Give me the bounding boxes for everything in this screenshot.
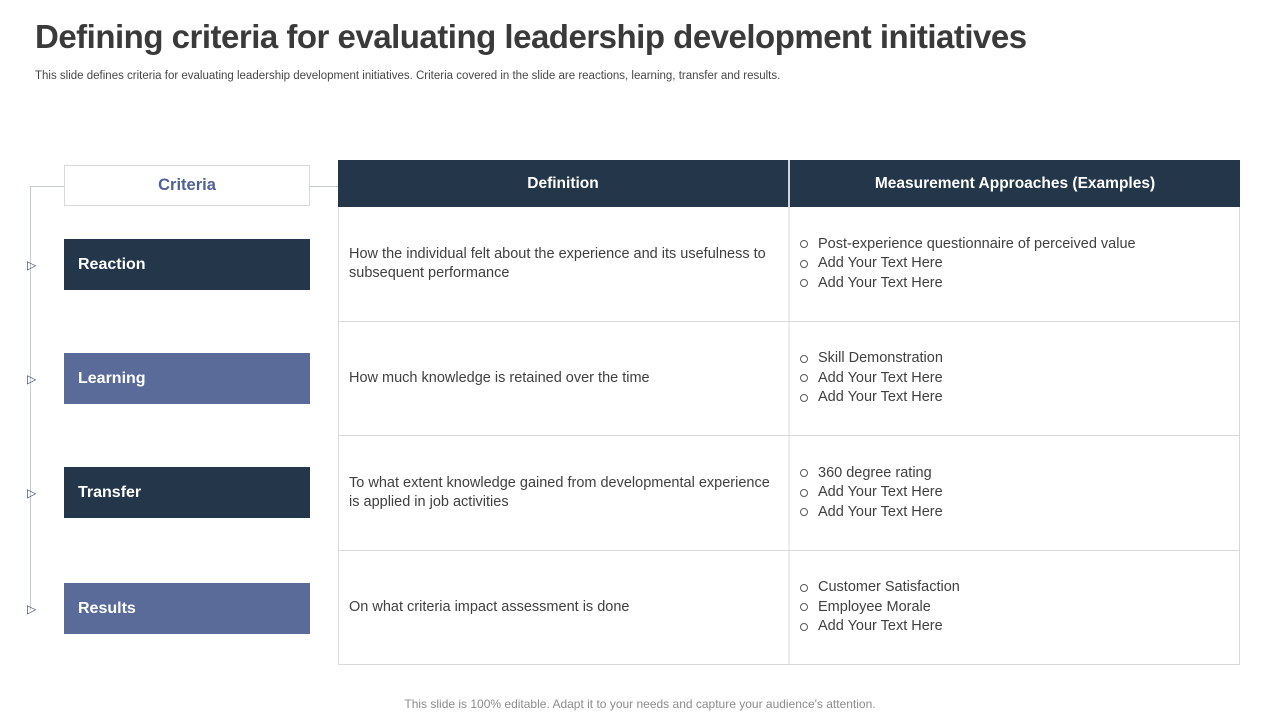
circle-bullet-icon [800, 279, 808, 287]
circle-bullet-icon [800, 584, 808, 592]
measurement-list [800, 464, 943, 523]
criteria-header-label: Criteria [158, 176, 216, 194]
definition-text: On what criteria impact assessment is done [349, 598, 630, 615]
circle-bullet-icon [800, 394, 808, 402]
triangle-pointer-icon: ▷ [27, 486, 37, 500]
table-header-row [338, 160, 1240, 207]
definition-text: How much knowledge is retained over the time [349, 369, 650, 386]
list-item [800, 578, 960, 598]
list-item [800, 617, 960, 637]
list-item [800, 254, 1136, 274]
list-item [800, 235, 1136, 255]
measurement-text: Add Your Text Here [818, 484, 943, 500]
criteria-item-learning [64, 353, 310, 404]
triangle-pointer-icon: ▷ [27, 258, 37, 272]
definition-cell [339, 551, 790, 665]
criteria-item-results [64, 583, 310, 634]
circle-bullet-icon [800, 240, 808, 248]
measurement-text: Add Your Text Here [818, 274, 943, 291]
triangle-pointer-icon: ▷ [27, 602, 37, 616]
list-item [800, 464, 943, 484]
circle-bullet-icon [800, 355, 808, 363]
criteria-item-label: Learning [78, 369, 146, 387]
table-row-results [339, 551, 1239, 666]
list-item [800, 349, 943, 369]
measurement-list [800, 235, 1136, 294]
measurement-text: Post-experience questionnaire of perceived value [818, 235, 1136, 252]
measurement-text: Add Your Text Here [818, 503, 943, 520]
circle-bullet-icon [800, 374, 808, 382]
definition-cell [339, 207, 790, 321]
measurement-text: Add Your Text Here [818, 369, 943, 386]
list-item [800, 369, 943, 389]
list-item [800, 598, 960, 618]
criteria-item-reaction [64, 239, 310, 290]
circle-bullet-icon [800, 508, 808, 516]
column-header-measurement-approaches: Measurement Approaches (Examples) [790, 160, 1240, 207]
slide-subtitle: This slide defines criteria for evaluating leadership development initiatives. Criteria covered in the slide are reactions, learning, transfer and results. [35, 70, 781, 82]
measurement-text: Skill Demonstration [818, 350, 943, 366]
measurement-text: Add Your Text Here [818, 255, 943, 271]
criteria-item-label: Results [78, 599, 136, 617]
measurement-list [800, 578, 960, 637]
criteria-item-label: Reaction [78, 255, 146, 273]
measurement-text: Employee Morale [818, 598, 931, 615]
column-header-definition: Definition [338, 160, 790, 207]
measurement-list [800, 349, 943, 408]
measurement-text: Add Your Text Here [818, 618, 943, 634]
list-item [800, 388, 943, 408]
definition-text: How the individual felt about the experience and its usefulness to subsequent performance [349, 245, 766, 281]
definition-cell [339, 436, 790, 550]
connector-line-to-table [310, 186, 338, 187]
table-row-reaction [339, 207, 1239, 322]
triangle-pointer-icon: ▷ [27, 372, 37, 386]
table-body [338, 207, 1240, 665]
connector-line-vertical [30, 186, 31, 610]
list-item [800, 483, 943, 503]
measurement-cell [790, 207, 1239, 321]
circle-bullet-icon [800, 489, 808, 497]
circle-bullet-icon [800, 623, 808, 631]
criteria-column-header [64, 165, 310, 206]
measurement-cell [790, 436, 1239, 550]
table-row-learning [339, 322, 1239, 437]
list-item [800, 503, 943, 523]
criteria-table [338, 160, 1240, 665]
measurement-text: 360 degree rating [818, 464, 932, 481]
page-title: Defining criteria for evaluating leadership development initiatives [35, 18, 1027, 55]
criteria-item-transfer [64, 467, 310, 518]
circle-bullet-icon [800, 260, 808, 268]
slide-footer-note: This slide is 100% editable. Adapt it to your needs and capture your audience's attention. [404, 697, 876, 711]
definition-cell [339, 322, 790, 436]
criteria-item-label: Transfer [78, 483, 142, 501]
table-row-transfer [339, 436, 1239, 551]
list-item [800, 274, 1136, 294]
connector-line-to-criteria-header [30, 186, 64, 187]
measurement-cell [790, 322, 1239, 436]
measurement-text: Customer Satisfaction [818, 579, 960, 595]
circle-bullet-icon [800, 603, 808, 611]
definition-text: To what extent knowledge gained from developmental experience is applied in job activities [349, 474, 770, 510]
measurement-text: Add Your Text Here [818, 389, 943, 405]
circle-bullet-icon [800, 469, 808, 477]
measurement-cell [790, 551, 1239, 665]
